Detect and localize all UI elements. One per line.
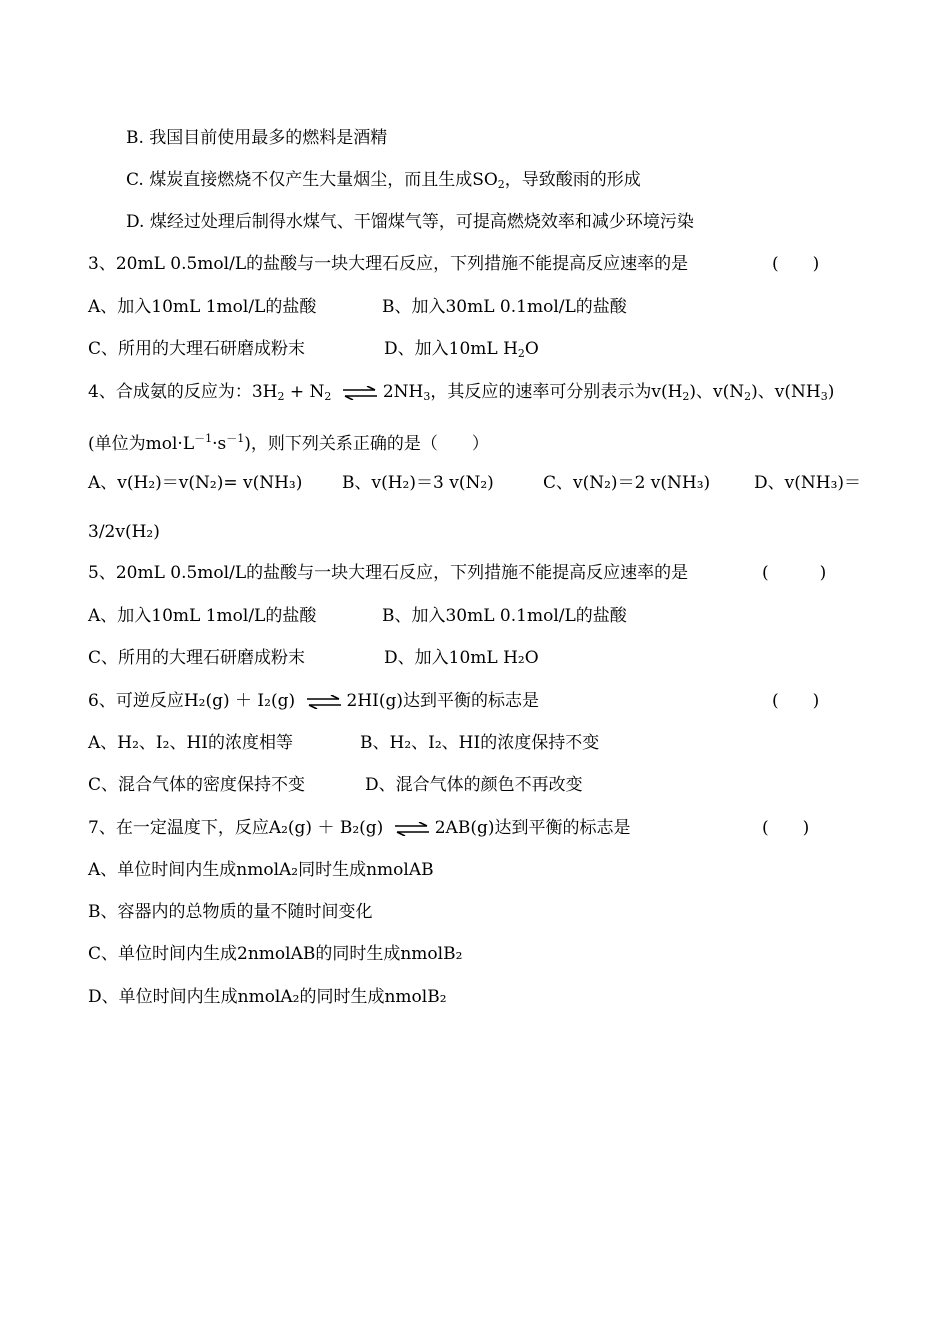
- subscript: 2: [497, 178, 505, 191]
- q7-text: 7、在一定温度下，反应A₂(g) ＋ B₂(g): [88, 818, 384, 838]
- q4-option-d: D、v(NH₃)＝: [754, 473, 862, 493]
- equilibrium-arrow-icon: [341, 386, 379, 400]
- q4-text: 4、合成氨的反应为：3H: [88, 382, 278, 402]
- q6-option-a: A、H₂、I₂、HI的浓度相等: [88, 733, 293, 753]
- q4-text: ): [827, 382, 835, 402]
- q4-text: )、v(NH: [751, 382, 821, 402]
- q3-option-c: C、所用的大理石研磨成粉末: [88, 339, 306, 359]
- q6-option-d: D、混合气体的颜色不再改变: [365, 775, 583, 795]
- q5-option-c: C、所用的大理石研磨成粉末: [88, 648, 306, 668]
- q7-option-d: D、单位时间内生成nmolA₂的同时生成nmolB₂: [88, 987, 447, 1007]
- q3-option-a: A、加入10mL 1mol/L的盐酸: [88, 297, 317, 317]
- superscript: －1: [226, 432, 245, 445]
- q7-text: 2AB(g)达到平衡的标志是: [434, 818, 631, 838]
- q7-option-a: A、单位时间内生成nmolA₂同时生成nmolAB: [88, 860, 434, 880]
- q4-text: + N: [284, 382, 325, 402]
- q5-stem: 5、20mL 0.5mol/L的盐酸与一块大理石反应，下列措施不能提高反应速率的是: [88, 563, 689, 583]
- q4-stem-line2: [88, 427, 489, 456]
- equilibrium-arrow-icon: [305, 695, 343, 709]
- q3-option-d: [384, 337, 539, 366]
- q2-option-b: B. 我国目前使用最多的燃料是酒精: [126, 128, 388, 148]
- subscript: 2: [682, 390, 690, 403]
- q3-option-b: B、加入30mL 0.1mol/L的盐酸: [382, 297, 627, 317]
- q7-option-b: B、容器内的总物质的量不随时间变化: [88, 902, 373, 922]
- q2-option-d: D. 煤经过处理后制得水煤气、干馏煤气等，可提高燃烧效率和减少环境污染: [126, 212, 694, 232]
- q4-text: ，其反应的速率可分别表示为v(H: [430, 382, 683, 402]
- q5-option-b: B、加入30mL 0.1mol/L的盐酸: [382, 606, 627, 626]
- q3-option-d-text-end: O: [524, 339, 539, 359]
- equilibrium-arrow-icon: [393, 822, 431, 836]
- q4-text: (单位为mol·L: [88, 434, 195, 454]
- q5-answer-paren: ( ): [762, 563, 827, 583]
- q4-text: )，则下列关系正确的是（ ）: [244, 434, 489, 454]
- q7-option-c: C、单位时间内生成2nmolAB的同时生成nmolB₂: [88, 944, 463, 964]
- superscript: －1: [194, 432, 213, 445]
- q3-option-d-text: D、加入10mL H: [384, 339, 518, 359]
- q6-text: 6、可逆反应H₂(g) ＋ I₂(g): [88, 691, 296, 711]
- q6-stem: [88, 689, 539, 713]
- q2-option-c-text: C. 煤炭直接燃烧不仅产生大量烟尘，而且生成SO: [126, 170, 498, 190]
- q4-text: ·s: [212, 434, 227, 454]
- q2-option-c-text-end: ，导致酸雨的形成: [504, 170, 641, 190]
- q4-option-d-cont: 3/2v(H₂): [88, 522, 160, 542]
- subscript: 2: [324, 390, 332, 403]
- q6-option-b: B、H₂、I₂、HI的浓度保持不变: [360, 733, 600, 753]
- q4-option-c: C、v(N₂)＝2 v(NH₃): [543, 473, 711, 493]
- q4-stem-line1: [88, 380, 834, 409]
- q3-answer-paren: ( ): [772, 254, 820, 274]
- q4-option-b: B、v(H₂)＝3 v(N₂): [342, 473, 494, 493]
- q5-option-a: A、加入10mL 1mol/L的盐酸: [88, 606, 317, 626]
- q4-text: 2NH: [382, 382, 424, 402]
- q5-option-d: D、加入10mL H₂O: [384, 648, 539, 668]
- q3-stem: 3、20mL 0.5mol/L的盐酸与一块大理石反应，下列措施不能提高反应速率的是: [88, 254, 689, 274]
- subscript: 2: [517, 347, 525, 360]
- q6-text: 2HI(g)达到平衡的标志是: [346, 691, 540, 711]
- subscript: 2: [277, 390, 285, 403]
- subscript: 3: [423, 390, 431, 403]
- q2-option-c: [126, 168, 641, 197]
- q4-text: )、v(N: [689, 382, 745, 402]
- subscript: 2: [744, 390, 752, 403]
- subscript: 3: [820, 390, 828, 403]
- q7-stem: [88, 816, 630, 840]
- q7-answer-paren: ( ): [762, 818, 810, 838]
- q4-option-a: A、v(H₂)＝v(N₂)= v(NH₃): [88, 473, 303, 493]
- q6-option-c: C、混合气体的密度保持不变: [88, 775, 306, 795]
- q6-answer-paren: ( ): [772, 691, 820, 711]
